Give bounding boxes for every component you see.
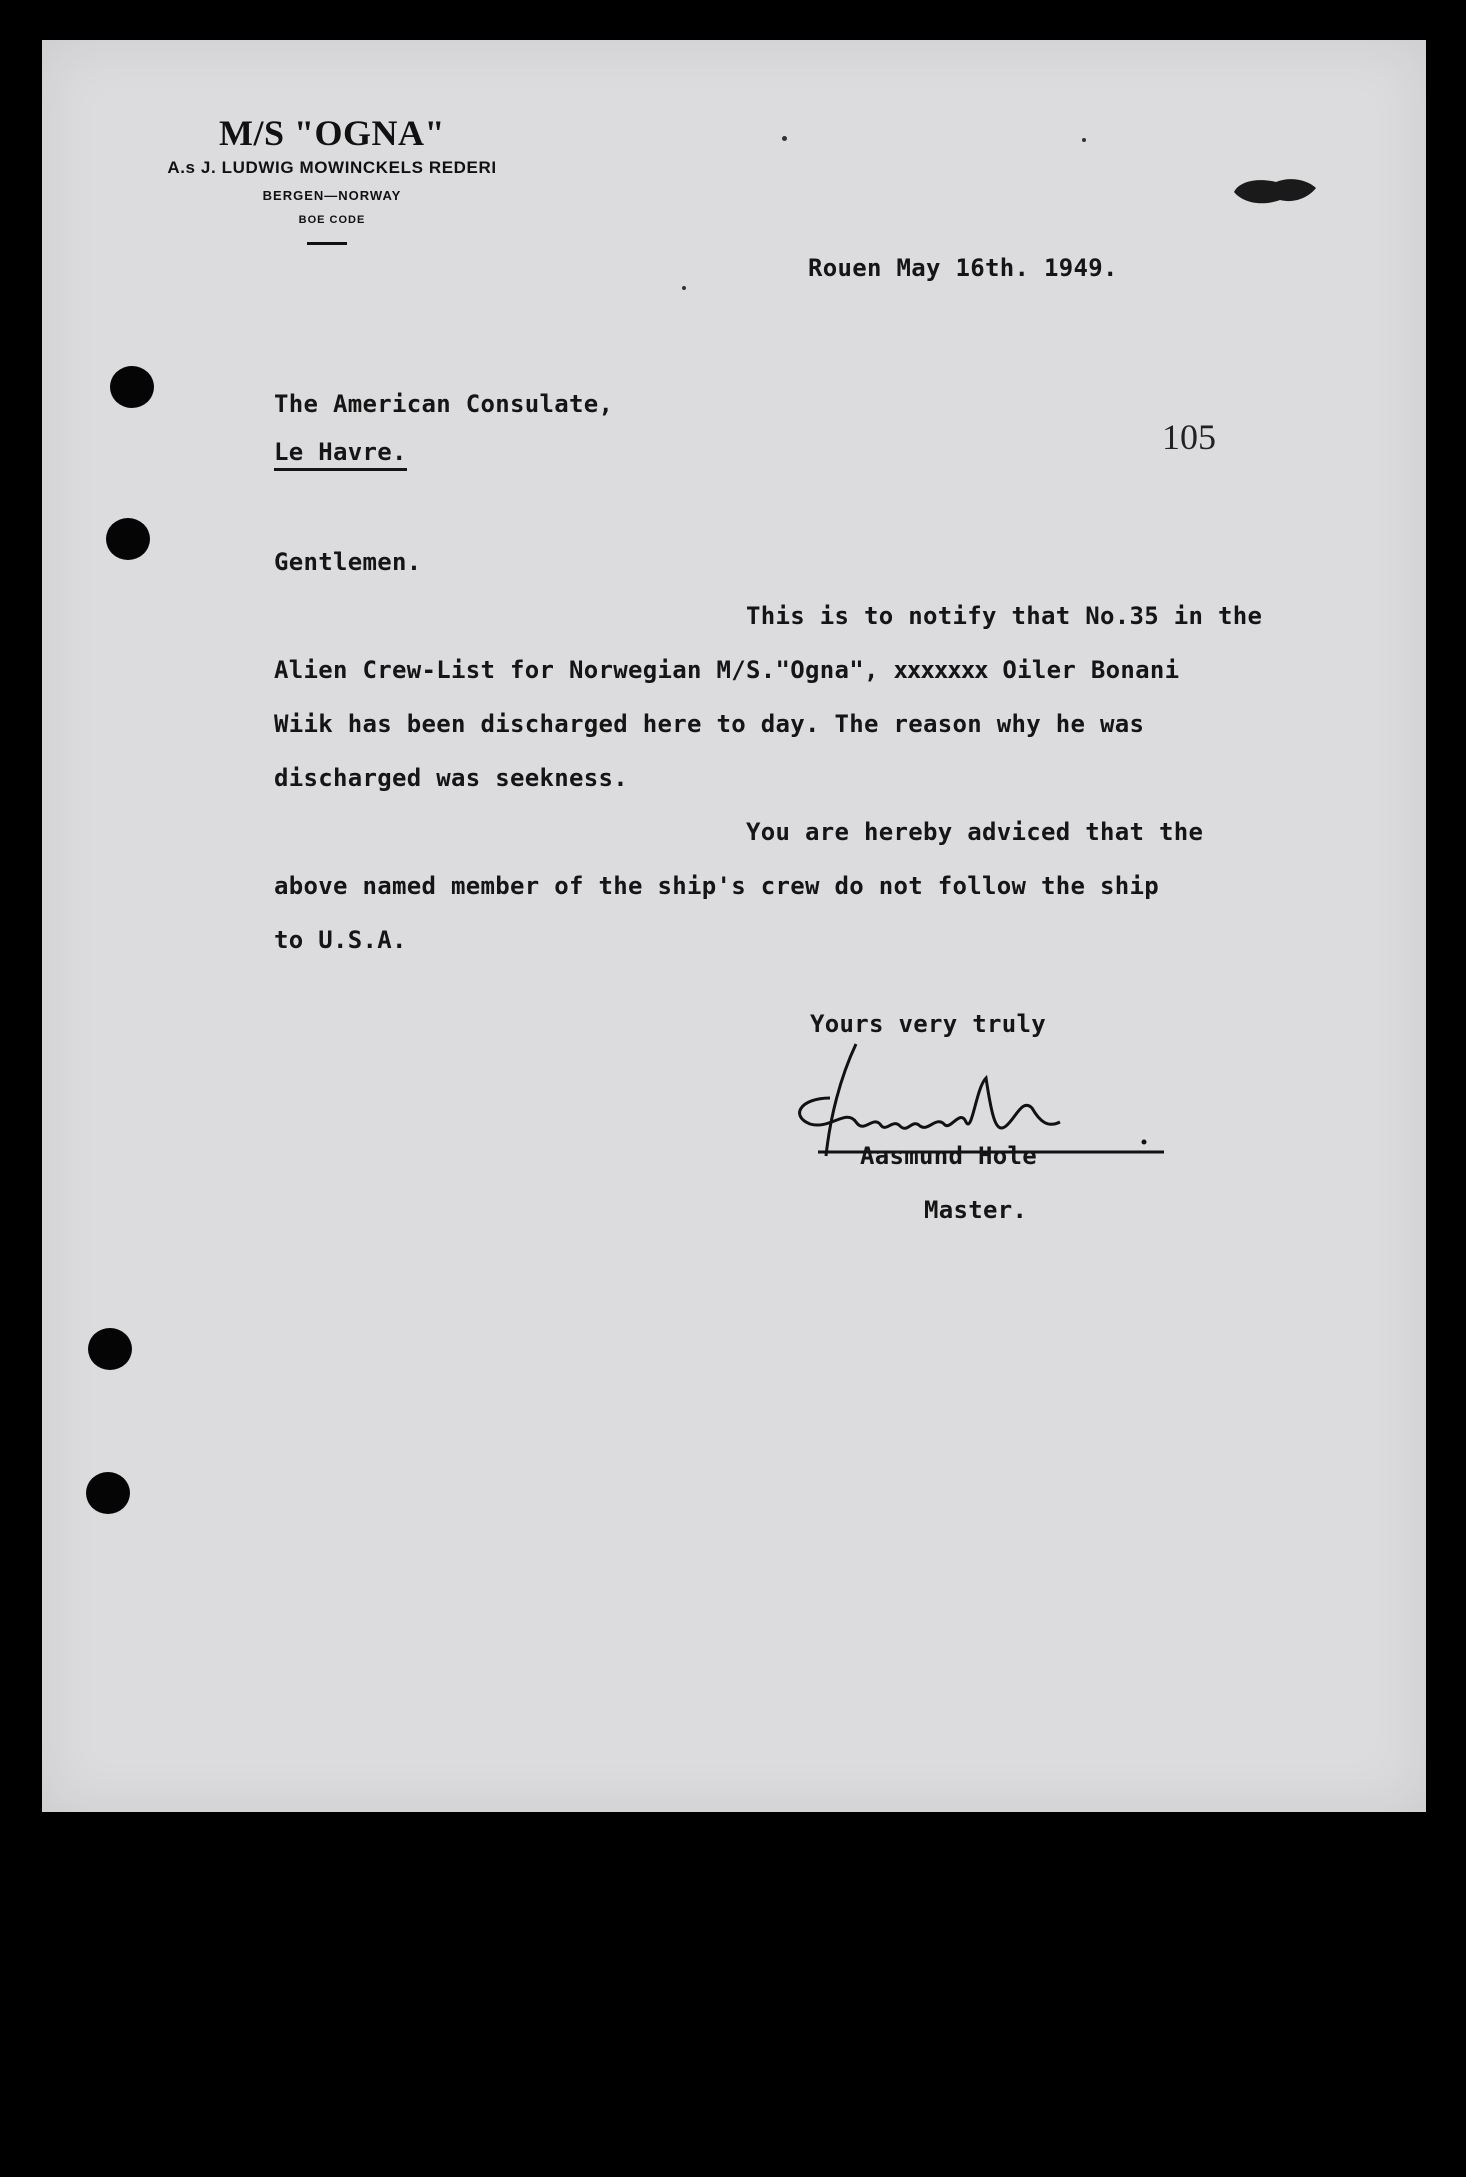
punch-hole bbox=[88, 1328, 132, 1370]
body-line-2-end: Oiler Bonani bbox=[987, 656, 1180, 684]
body-line-3: Wiik has been discharged here to day. The reason why he was bbox=[274, 710, 1145, 738]
salutation: Gentlemen. bbox=[274, 548, 422, 576]
punch-hole bbox=[106, 518, 150, 560]
letterhead-city: BERGEN—NORWAY bbox=[262, 188, 402, 203]
body-line-5: You are hereby adviced that the bbox=[746, 818, 1204, 846]
recipient-line-2: Le Havre. bbox=[274, 438, 407, 471]
letterhead-code: BOE CODE bbox=[298, 214, 366, 226]
body-line-4: discharged was seekness. bbox=[274, 764, 628, 792]
letterhead-company: A.s J. LUDWIG MOWINCKELS REDERI bbox=[167, 158, 497, 177]
speck bbox=[1082, 138, 1086, 142]
speck bbox=[682, 286, 686, 290]
letter-date: Rouen May 16th. 1949. bbox=[808, 254, 1118, 282]
punch-hole bbox=[110, 366, 154, 408]
body-line-2-start: Alien Crew-List for Norwegian M/S."Ogna", bbox=[274, 656, 894, 684]
letter-page bbox=[42, 40, 1426, 1812]
signatory-title: Master. bbox=[924, 1196, 1028, 1224]
ink-blot bbox=[1230, 174, 1320, 208]
struck-out-text: xxxxxxx bbox=[893, 656, 988, 684]
body-line-6: above named member of the ship's crew do not follow the ship bbox=[274, 872, 1159, 900]
letterhead-ship-name: M/S "OGNA" bbox=[219, 113, 445, 153]
body-line-7: to U.S.A. bbox=[274, 926, 407, 954]
letterhead-rule bbox=[307, 242, 347, 245]
signatory-name: Aasmund Hole bbox=[860, 1142, 1037, 1170]
document-number: 105 bbox=[1162, 417, 1216, 457]
body-line-1: This is to notify that No.35 in the bbox=[746, 602, 1263, 630]
punch-hole bbox=[86, 1472, 130, 1514]
closing: Yours very truly bbox=[810, 1010, 1046, 1038]
recipient-line-1: The American Consulate, bbox=[274, 390, 614, 418]
body-line-2 bbox=[274, 656, 1179, 684]
speck bbox=[782, 136, 787, 141]
